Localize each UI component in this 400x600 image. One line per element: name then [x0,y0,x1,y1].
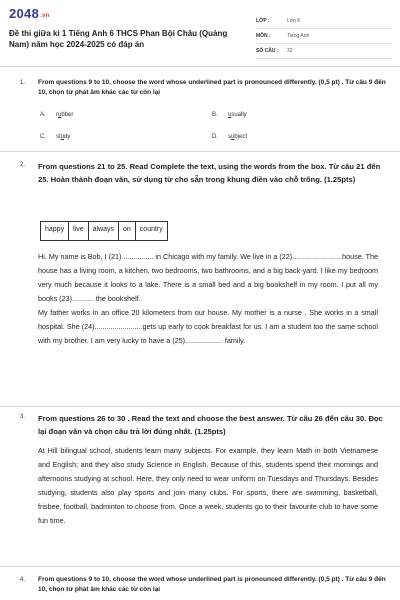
option-label: C. [40,134,46,140]
word-box-item: live [69,222,89,240]
logo-tld: .vn [40,13,50,19]
page-header [0,0,400,64]
option-text: st [56,134,61,140]
passage-paragraph: My father works in an office 20 kilometers from our house. My mother is a nurse . She works in a small hospital. She (24)........................gets up early to cook breakfast for us. I am a student too the same school with my brother. I am very lucky to have a (25)................... family. [38,308,378,345]
meta-row-class [256,14,392,29]
divider [0,406,400,407]
passage-paragraph: Hi. My name is Bob, I (21) ............... in Chicago with my family. We live in a (22).........................house. The house has a living room, a kitchen, two bedrooms, two bathrooms, and a big back-yard. I like my bedroom very much because it looks to a lake. There is a small bed and a big bookshelf in my room. I put all my books (23)........... the bookshelf. [38,252,378,303]
option-d[interactable] [212,134,247,140]
option-text: r [56,112,58,118]
site-logo[interactable] [9,6,50,21]
option-underlined: u [231,134,235,140]
word-box-item: on [119,222,136,240]
option-text: sually [231,112,247,118]
option-b[interactable] [212,112,247,118]
option-label: A. [40,112,46,118]
option-underlined: u [228,112,232,118]
logo-text: 2048 [9,6,40,21]
meta-row-subject [256,29,392,44]
meta-value: Tiếng Anh [287,33,310,39]
option-label: D. [212,134,218,140]
question-prompt: From questions 9 to 10, choose the word whose underlined part is pronounced differently. (0,5 pt) . Từ câu 9 đến 10, chọn từ phát âm khác các từ còn lại [38,576,386,593]
exam-meta [256,14,392,59]
question-prompt: From questions 21 to 25. Read Complete the text, using the words from the box. Từ câu 21 đến 25. Hoàn thành đoạn văn, sử dụng từ cho sẵn trong khung điền vào chỗ trống. (1.25pts) [38,162,381,184]
passage-paragraph: At Hill bilingual school, students learn many subjects. For example, they learn Math in both Vietnamese and English; and they also study Science in English. Because of this, students spend their mornings and afternoons studying at school. Here, they only need to wear uniform on Tuesdays and Thursdays. Besides studying, students also play sports and join many clubs. For sports, there are swimming, basketball, frisbee, football, badminton to choose from. Once a week, students go to their favourite club to have some fun time. [38,446,378,525]
meta-key: MÔN : [256,33,271,39]
meta-value: Lớp 6 [287,18,301,24]
word-box [40,221,168,241]
meta-key: LỚP : [256,18,270,24]
option-text: bject [234,134,248,140]
word-box-item: country [139,226,163,233]
option-text: bber [61,112,74,118]
exam-title: Đề thi giữa kì 1 Tiếng Anh 6 THCS Phan Bội Châu (Quảng Nam) năm học 2024-2025 có đáp án [9,29,228,49]
option-underlined: u [58,112,62,118]
meta-value: 32 [287,48,293,54]
option-underlined: u [60,134,65,140]
question-number: 1. [20,80,26,86]
option-a[interactable] [40,112,73,118]
word-box-item: happy [41,222,69,240]
question-prompt: From questions 26 to 30 . Read the text and choose the best answer. Từ câu 26 đến câu 30. Đọc lại đoạn văn và chọn câu trả lời đúng nhất. (1.25pts) [38,414,383,436]
option-text: dy [64,134,71,140]
divider [0,66,400,67]
meta-key: SỐ CÂU : [256,48,279,54]
reading-passage [38,250,378,348]
option-label: B. [212,112,218,118]
meta-row-count [256,44,392,59]
word-box-item: always [89,222,119,240]
divider [0,151,400,152]
question-number: 4. [20,577,26,583]
reading-passage [38,444,378,528]
question-prompt: From questions 9 to 10, choose the word whose underlined part is pronounced differently. (0,5 pt) . Từ câu 9 đến 10, chọn từ phát âm khác các từ còn lại [38,79,386,96]
option-c[interactable] [40,134,70,140]
question-number: 2. [20,162,26,168]
question-number: 3. [20,414,26,420]
option-text: s [228,134,231,140]
divider [0,566,400,567]
